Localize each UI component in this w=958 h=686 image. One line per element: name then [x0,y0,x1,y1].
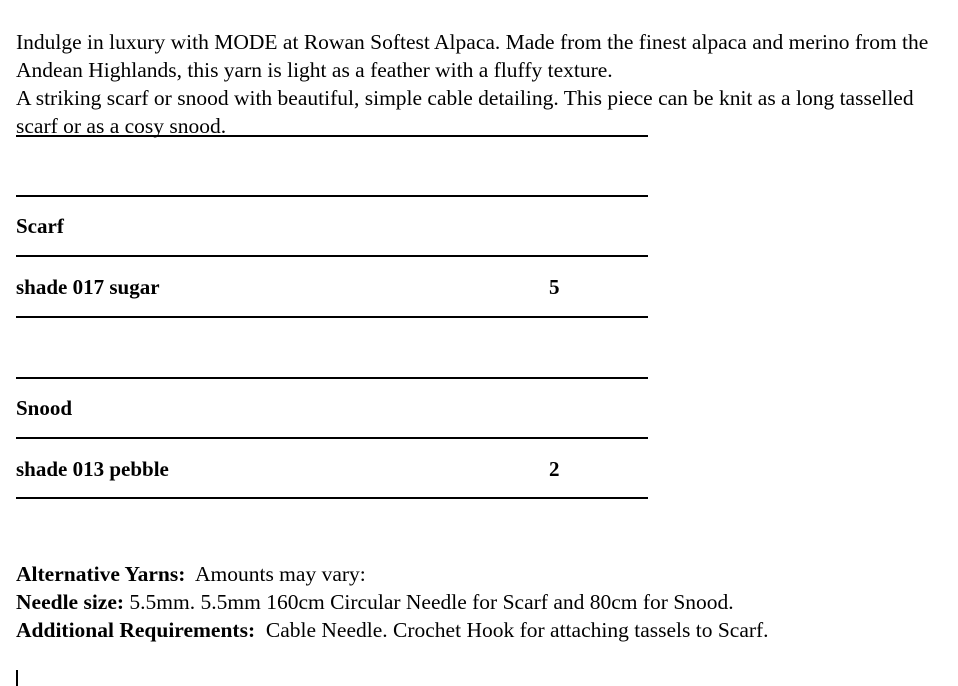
alternative-yarns-line [16,560,946,588]
table-rule [16,195,648,197]
shade-name-snood: shade 013 pebble [16,457,169,481]
product-description [16,28,946,140]
requirements-block [16,560,946,644]
text-cursor [16,670,18,686]
needle-size-label: Needle size: [16,590,125,614]
table-rule [16,437,648,439]
section-title-scarf: Scarf [16,214,64,238]
quantity-scarf: 5 [549,275,560,299]
table-rule [16,316,648,318]
alternative-yarns-label: Alternative Yarns: [16,562,186,586]
quantity-snood: 2 [549,457,560,481]
description-paragraph-pattern: A striking scarf or snood with beautiful, simple cable detailing. This piece can be knit as a long tasselled scarf or as a cosy snood. [16,86,914,138]
table-rule [16,255,648,257]
description-paragraph-yarn: Indulge in luxury with MODE at Rowan Softest Alpaca. Made from the finest alpaca and merino from the Andean Highlands, this yarn is light as a feather with a fluffy texture. [16,30,929,82]
additional-requirements-line [16,616,946,644]
shade-name-scarf: shade 017 sugar [16,275,160,299]
table-rule [16,497,648,499]
alternative-yarns-value: Amounts may vary: [194,562,366,586]
section-title-snood: Snood [16,396,73,420]
table-rule [16,377,648,379]
additional-requirements-value: Cable Needle. Crochet Hook for attaching tassels to Scarf. [265,618,769,642]
needle-size-line [16,588,946,616]
additional-requirements-label: Additional Requirements: [16,618,256,642]
table-rule [16,135,648,137]
needle-size-value: 5.5mm. 5.5mm 160cm Circular Needle for Scarf and 80cm for Snood. [129,590,734,614]
